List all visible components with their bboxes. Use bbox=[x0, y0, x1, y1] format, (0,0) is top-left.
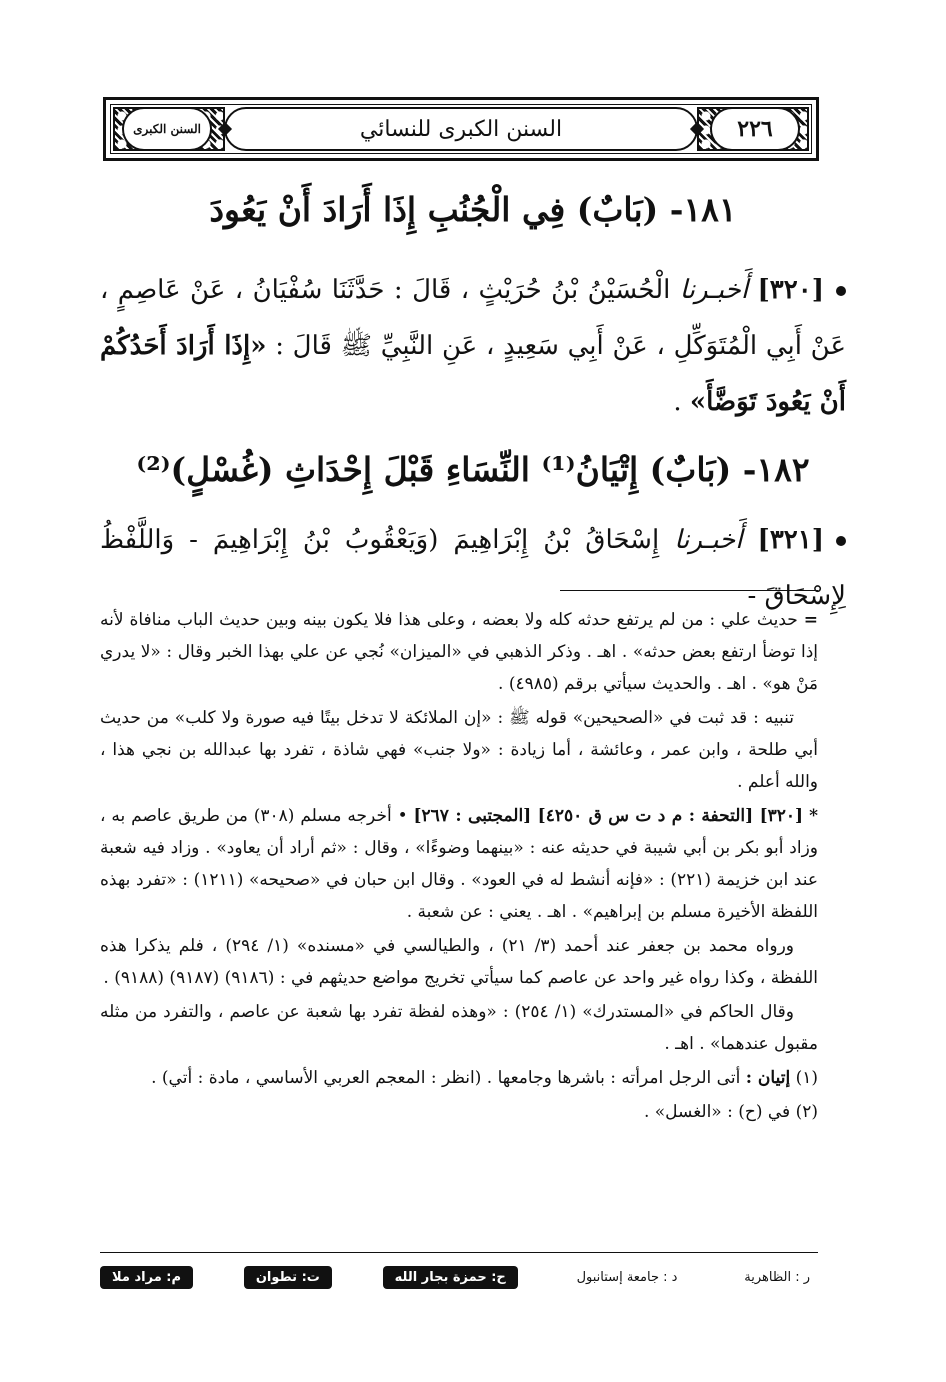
end-mark: . bbox=[673, 387, 682, 417]
footnotes-section bbox=[100, 604, 818, 1128]
footnote-2: (٢) في (ح) : «الغسل» . bbox=[643, 1102, 818, 1122]
footnote-word: إتيان : bbox=[745, 1068, 791, 1088]
book-title: السنن الكبرى للنسائي bbox=[359, 116, 563, 142]
siglum-r: ر : الظاهرية bbox=[744, 1269, 810, 1285]
akhbarana-word: أَخبـرنا bbox=[674, 525, 743, 555]
footnote-text: أتى الرجل امرأته : باشرها وجامعها . (انظر : المعجم العربي الأساسي ، مادة : أتي) . bbox=[151, 1068, 741, 1088]
isnad-text: الْحُسَيْنُ بْنُ حُرَيْثٍ ، قَالَ : حَدَّثَنَا سُفْيَانُ ، عَنْ عَاصِمٍ ، عَنْ أَبِي الْمُتَوَكِّلِ ، عَنْ أَبِي سَعِيدٍ ، عَنِ النَّبِيِّ ﷺ قَالَ : bbox=[100, 275, 846, 361]
chapter-182-title: ١٨٢- (بَابٌ) إِتْيَانُ⁽¹⁾ النِّسَاءِ قَبْلَ إِحْدَاثِ (غُسْلٍ)⁽²⁾ bbox=[136, 450, 810, 489]
footnote-1 bbox=[100, 1062, 818, 1094]
siglum-d: د : جامعة إستانبول bbox=[576, 1269, 678, 1285]
akhbarana-word: أَخبـرنا bbox=[679, 275, 749, 305]
note-320-para2: ورواه محمد بن جعفر عند أحمد (٣/ ٢١) ، والطيالسي في «مسنده» (١/ ٢٩٤) ، فلم يذكرا هذه اللفظة ، وكذا رواه غير واحد عن عاصم كما سيأتي تخريج مواضع حديثهم في : (٩١٨٦) (٩١٨٧) (٩١٨٨) . bbox=[100, 936, 818, 988]
siglum-h: ح: حمزة بجار الله bbox=[383, 1266, 518, 1289]
running-title bbox=[224, 107, 698, 151]
note-320-ref: [٣٢٠] [التحفة : م د ت س ق ٤٢٥٠] [المجتبى : ٢٦٧] bbox=[413, 806, 804, 826]
note-continuation bbox=[100, 604, 818, 700]
page-number-cartouche bbox=[710, 107, 800, 151]
note-320 bbox=[100, 800, 818, 928]
matn-text: «إِذَا أَرَادَ أَحَدُكُمْ أَنْ يَعُودَ تَوَضَّأَ» bbox=[100, 331, 846, 417]
bullet-icon bbox=[836, 286, 846, 296]
note-320-text: • أخرجه مسلم (٣٠٨) من طريق عاصم به ، وزاد أبو بكر بن أبي شيبة في حديثه عنه : «بينهما وضوءًا» ، وقال : «ثم أراد أن يعاود» . وزاد فيه شعبة عند ابن خزيمة (٢٢١) : «فإنه أنشط له في العود» . وقال ابن حبان في «صحيحه» (١٢١١) : «تفرد بهذه اللفظة الأخيرة مسلم بن إبراهيم» . اهـ . يعني : عن شعبة . bbox=[100, 806, 819, 922]
notes-separator bbox=[560, 590, 818, 591]
page-number: ٢٢٦ bbox=[737, 116, 773, 142]
hadith-320 bbox=[100, 262, 846, 430]
book-emblem bbox=[122, 107, 212, 151]
isnad-text: إِسْحَاقُ بْنُ إِبْرَاهِيمَ (وَيَعْقُوبُ بْنُ إِبْرَاهِيمَ - وَاللَّفْظُ لِإِسْحَاقَ - bbox=[100, 525, 846, 611]
note-320-para3: وقال الحاكم في «المستدرك» (١/ ٢٥٤) : «وهذه لفظة تفرد بها شعبة عن عاصم ، والتفرد من مثله مقبول عندهما» . اهـ . bbox=[100, 1002, 818, 1054]
chapter-181-title: ١٨١- (بَابٌ) فِي الْجُنُبِ إِذَا أَرَادَ أَنْ يَعُودَ bbox=[209, 190, 737, 229]
footer-separator bbox=[100, 1252, 818, 1253]
emblem-text: السنن الكبرى bbox=[133, 122, 201, 136]
page-header-banner bbox=[103, 97, 819, 161]
hadith-number: [٣٢٠] bbox=[757, 275, 824, 305]
note-tanbih: تنبيه : قد ثبت في «الصحيحين» قوله ﷺ : «إن الملائكة لا تدخل بيتًا فيه صورة ولا كلب» من حديث أبي طلحة ، وابن عمر ، وعائشة ، أما زيادة : «ولا جنب» فهي شاذة ، تفرد بها عبدالله بن نجي هذا ، والله أعلم . bbox=[100, 708, 818, 792]
continuation-mark: = bbox=[803, 610, 818, 630]
hadith-number: [٣٢١] bbox=[757, 525, 825, 555]
siglum-m: م: مراد ملا bbox=[100, 1266, 193, 1289]
manuscript-sigla-footer bbox=[100, 1262, 818, 1292]
asterisk-mark: * bbox=[809, 806, 818, 826]
bullet-icon bbox=[836, 536, 846, 546]
siglum-t: ت: تطوان bbox=[244, 1266, 332, 1289]
footnote-number: (١) bbox=[795, 1068, 818, 1088]
note-text: حديث علي : من لم يرتفع حدثه كله ولا بعضه ، وعلى هذا فلا يكون بينه وبين حديث الباب منافاة لأنه إذا توضأ ارتفع بعض حدثه» . اهـ . وذكر الذهبي في «الميزان» نُجي عن علي بهذا الخبر وقال : «لا يدري مَنْ هو» . اهـ . والحديث سيأتي برقم (٤٩٨٥) . bbox=[100, 610, 818, 694]
